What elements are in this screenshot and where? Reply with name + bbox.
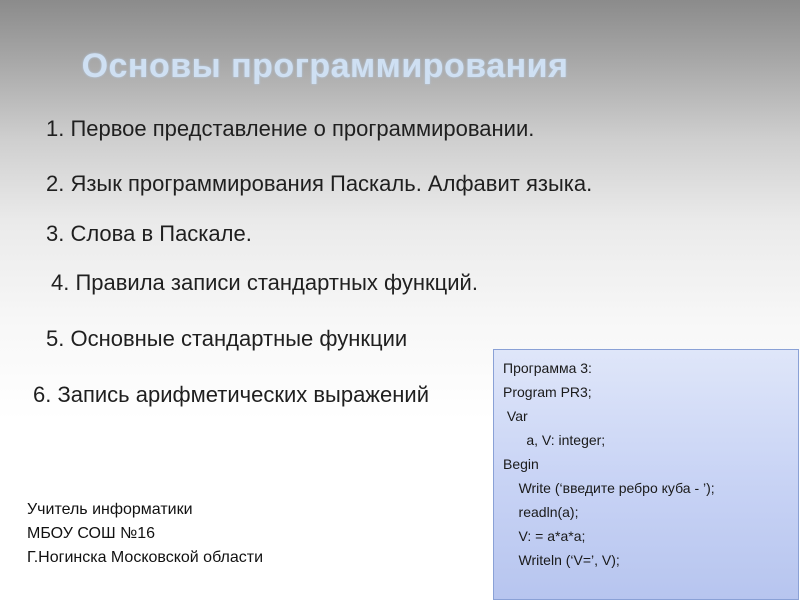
code-line: Var xyxy=(503,408,528,424)
topic-item-6: 6. Запись арифметических выражений xyxy=(33,382,429,407)
topic-item-3: 3. Слова в Паскале. xyxy=(46,221,252,246)
teacher-city: Г.Ногинска Московской области xyxy=(27,549,264,566)
code-line: Program PR3; xyxy=(503,384,592,400)
code-line: Writeln (‘V=’, V); xyxy=(503,552,620,568)
topic-item-5: 5. Основные стандартные функции xyxy=(46,326,408,351)
teacher-role: Учитель информатики xyxy=(27,501,193,518)
code-line: readln(a); xyxy=(503,504,579,520)
code-line: Программа 3: xyxy=(503,360,592,376)
topic-item-4: 4. Правила записи стандартных функций. xyxy=(51,270,478,295)
topic-item-1: 1. Первое представление о программировании. xyxy=(46,116,535,141)
code-line: V: = a*a*a; xyxy=(503,528,586,544)
code-line: Begin xyxy=(503,456,539,472)
slide-title: Основы программирования xyxy=(81,47,569,85)
topic-item-2: 2. Язык программирования Паскаль. Алфавит языка. xyxy=(46,171,593,196)
teacher-info xyxy=(27,498,263,570)
code-line: a, V: integer; xyxy=(503,432,606,448)
code-example-box xyxy=(493,349,799,600)
code-line: Write (‘введите ребро куба - ’); xyxy=(503,480,715,496)
teacher-school: МБОУ СОШ №16 xyxy=(27,525,156,542)
